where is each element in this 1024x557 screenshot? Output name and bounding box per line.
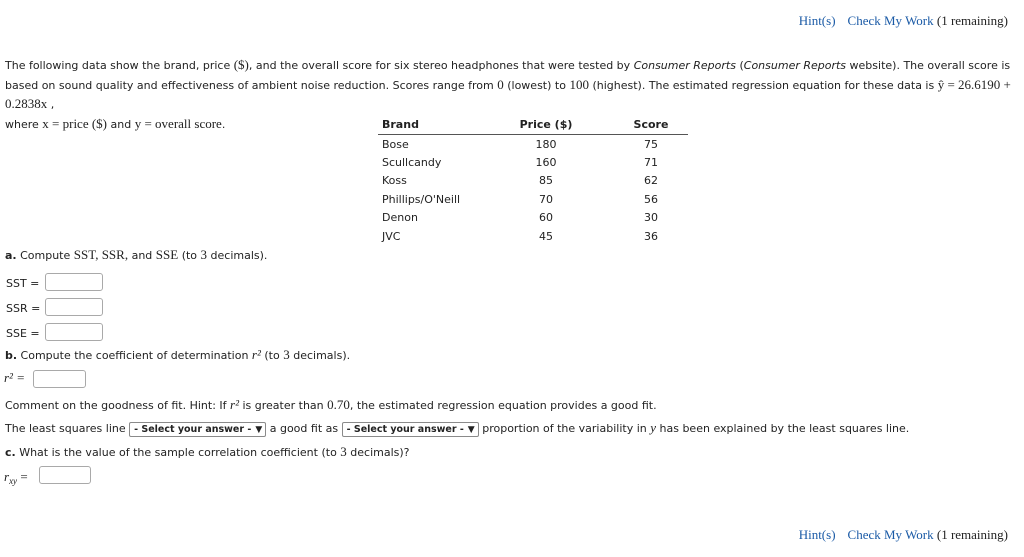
part-c-question: c. What is the value of the sample correlation coefficient (to 3 decimals)? [5, 444, 410, 459]
ssr-label: SSR = [6, 302, 41, 315]
rxy-label: $r_{xy}$ = [4, 469, 28, 487]
problem-intro: The following data show the brand, price ($), and the overall score for six stereo headphones that were tested by Consumer Reports (Consumer Reports website). The overall score is based on sound quality and effectiveness of ambient noise reduction. Scores range from 0 (lowest) to 100 (highest). The estimated regression equation for these data is ŷ = 26.6190 + 0.2838x , where x = price ($) and y = overall score. [5, 57, 1011, 131]
table-row: JVC 45 36 [382, 229, 658, 243]
source-name: Consumer Reports [633, 59, 736, 72]
header-score: Score [614, 116, 688, 135]
r2-label: r² = [4, 370, 25, 385]
table-row: Phillips/O'Neill 70 56 [382, 192, 658, 206]
hint-link-top[interactable]: Hint(s) [798, 13, 836, 28]
chevron-down-icon: ▼ [467, 424, 475, 435]
remaining-count-bottom: (1 remaining) [936, 527, 1008, 542]
bottom-toolbar [799, 527, 1008, 543]
ssr-input[interactable] [45, 298, 103, 316]
chevron-down-icon: ▼ [255, 424, 263, 435]
fit-sentence: The least squares line - Select your answer - ▼ a good fit as - Select your answer - ▼ proportion of the variability in y has been explained by the least squares line. [5, 420, 910, 435]
sst-input[interactable] [45, 273, 103, 291]
table-row: Bose 180 75 [382, 137, 658, 151]
y-definition: y = overall score [134, 115, 222, 131]
table-row: Scullcandy 160 71 [382, 156, 658, 170]
check-my-work-link-top[interactable]: Check My Work [847, 13, 934, 28]
check-my-work-link-bottom[interactable]: Check My Work [847, 527, 934, 542]
header-brand: Brand [378, 116, 478, 135]
part-a-question: a. Compute SST, SSR, and SSE (to 3 decimals). [5, 247, 268, 262]
data-table [378, 116, 688, 245]
sse-input[interactable] [45, 323, 103, 341]
remaining-count-top: (1 remaining) [936, 13, 1008, 28]
table-row: Koss 85 62 [382, 174, 658, 188]
rxy-input[interactable] [39, 466, 91, 484]
part-b-question: b. Compute the coefficient of determination r² (to 3 decimals). [5, 347, 351, 362]
proportion-select-dropdown[interactable]: - Select your answer - ▼ [342, 422, 479, 437]
top-toolbar [799, 13, 1008, 29]
fit-select-dropdown[interactable]: - Select your answer - ▼ [129, 422, 266, 437]
regression-equation: ŷ = 26.6190 + 0.2838x [5, 76, 1011, 111]
hint-link-bottom[interactable]: Hint(s) [798, 527, 836, 542]
r2-input[interactable] [33, 370, 86, 388]
goodness-of-fit-comment: Comment on the goodness of fit. Hint: If r² is greater than 0.70, the estimated regression equation provides a good fit. [5, 397, 657, 412]
sse-label: SSE = [6, 327, 40, 340]
table-row: Denon 60 30 [382, 211, 658, 225]
sst-label: SST = [6, 277, 40, 290]
x-definition: x = price ($) [42, 115, 108, 131]
header-price: Price ($) [478, 116, 614, 135]
source-name-2: Consumer Reports [743, 59, 847, 72]
table-header-row [378, 116, 688, 135]
